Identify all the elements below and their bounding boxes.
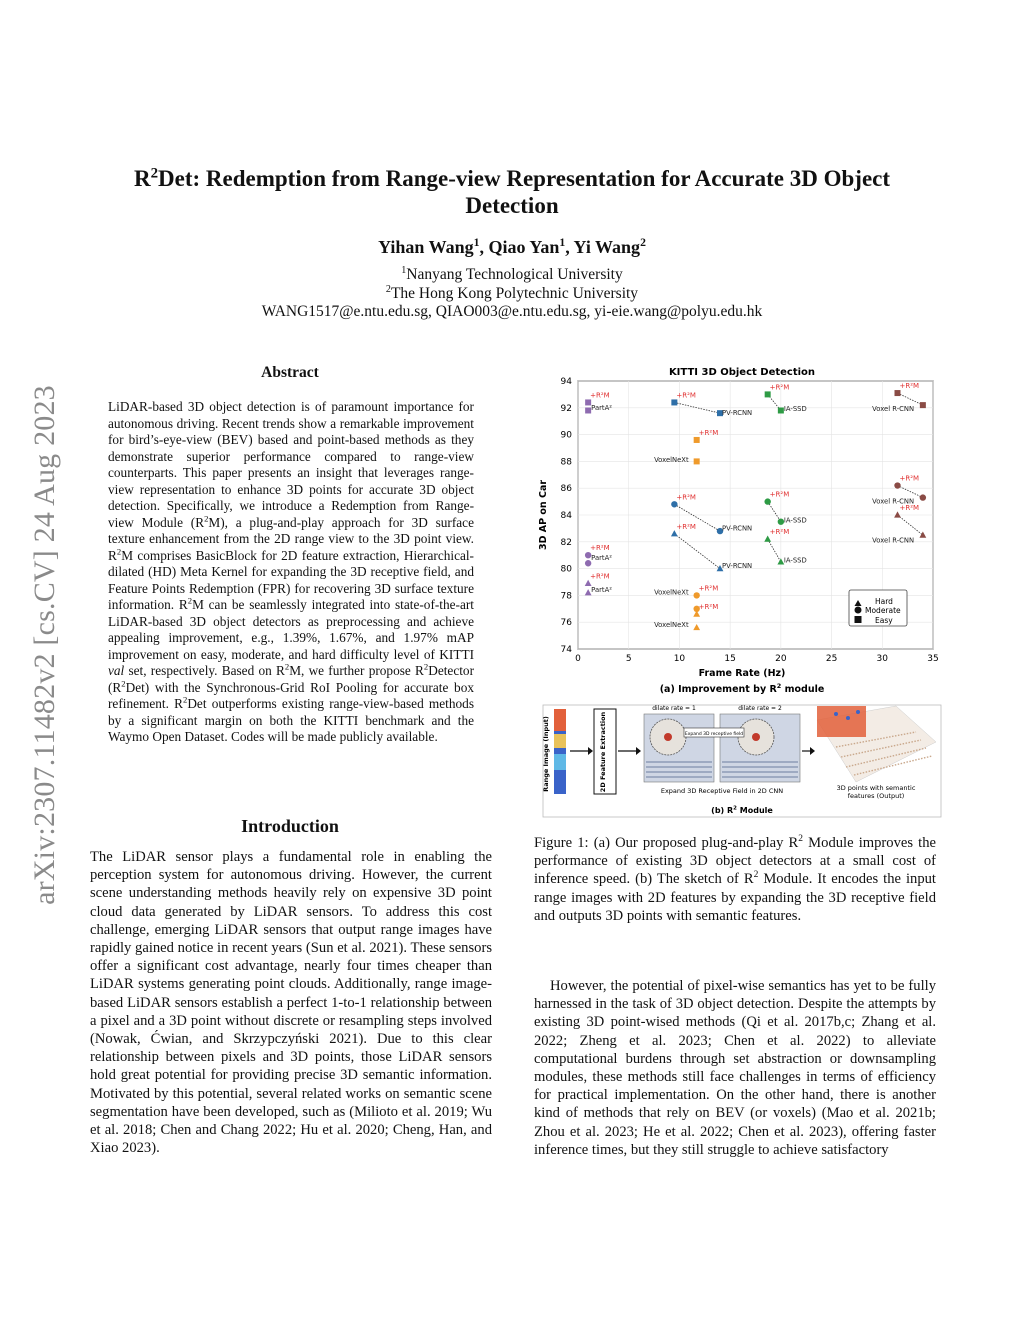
output-label: features (Output) [847, 792, 905, 800]
r2m-label: +R²M [769, 490, 790, 499]
r2m-label: +R²M [676, 493, 696, 502]
x-tick-label: 35 [927, 654, 939, 664]
method-label: VoxelNeXt [654, 456, 689, 465]
method-label: VoxelNeXt [654, 620, 689, 629]
subcaption-b: (b) $R^2$ Module [711, 805, 773, 815]
r2m-label: +R²M [769, 383, 790, 392]
point-base [694, 458, 700, 464]
y-tick-label: 80 [560, 564, 572, 575]
chart-title: KITTI 3D Object Detection [668, 367, 816, 378]
point-base [920, 402, 926, 408]
y-tick-label: 92 [560, 403, 572, 414]
r2m-label: +R²M [676, 391, 696, 400]
y-tick-label: 94 [560, 377, 572, 387]
method-label: Voxel R-CNN [872, 536, 915, 545]
point-r2m [693, 592, 699, 598]
point-r2m [671, 501, 677, 507]
x-tick-label: 20 [775, 654, 787, 664]
r2m-label: +R²M [899, 504, 920, 512]
method-label: IA-SSD [783, 405, 807, 414]
y-tick-label: 86 [560, 484, 572, 495]
y-tick-label: 84 [560, 511, 572, 521]
method-label: Voxel R-CNN [872, 405, 915, 414]
emails: WANG1517@e.ntu.edu.sg, QIAO003@e.ntu.edu.sg, yi-eie.wang@polyu.edu.hk [261, 303, 763, 320]
paper-title: $R^2Det$: Redemption from Range-view Representation for Accurate 3D Object Detection [133, 165, 891, 218]
block-label: 2D Feature Extraction [599, 711, 607, 793]
y-tick-label: 76 [560, 618, 572, 629]
point-r2m [894, 482, 900, 488]
author-name: Qiao Yan [488, 237, 560, 257]
method-label: PartA² [591, 553, 612, 562]
input-label: Range Image (Input) [542, 716, 550, 792]
r2m-label: +R²M [590, 572, 610, 581]
abstract-heading: Abstract [261, 364, 319, 381]
method-label: IA-SSD [783, 556, 807, 565]
y-tick-label: 78 [560, 591, 572, 602]
abstract-text: LiDAR-based 3D object detection is of paramount importance for autonomous driving. Recent trends show a remarkable improvement for bird’s-eye-view (BEV) based and point-based methods as they demonstrate superior performance compared to range-view counterparts. This paper presents an insight that leverages range-view representation to enhance 3D points for accurate 3D object detection. Specifically, we introduce a Redemption from Range-view Module $(R^2M)$, a plug-and-play approach for 3D surface texture enhancement from the 2D range view to the 3D point view. $R^2M$ comprises BasicBlock for 2D feature extraction, Hierarchical-dilated (HD) Meta Kernel for expanding the 3D receptive field, and Feature Points Redemption (FPR) for recovering 3D surface texture information. $R^2M$ can be seamlessly integrated into state-of-the-art LiDAR-based 3D object detectors as preprocessing and achieve appealing improvement, e.g., 1.39%, 1.67%, and 1.97% mAP improvement on easy, moderate, and hard difficulty level of KITTI val set, respectively. Based on $R^2M$, we further propose $R^2Detector$ $(R^2Det)$ with the Synchronous-Grid RoI Pooling for accurate box refinement. $R^2Det$ outperforms existing range-view-based methods by a significant margin on both the KITTI benchmark and the Waymo Open Dataset. Codes will be made publicly available. [108, 399, 475, 744]
r2m-label: +R²M [899, 474, 920, 483]
r2m-label: +R²M [698, 428, 719, 437]
legend-label: Easy [875, 616, 893, 625]
point-base [920, 494, 926, 500]
method-label: PV-RCNN [722, 409, 753, 418]
r2m-label: +R²M [899, 382, 920, 391]
r2m-label: +R²M [676, 522, 696, 531]
x-tick-label: 5 [625, 654, 632, 664]
legend-circle-icon [855, 607, 862, 614]
body-paragraph: However, the potential of pixel-wise semantics has yet to be fully harnessed in the task of 3D object detection. Despite the attempts by existing 3D point-wised methods (Qi et al. 2017b,c; Zhang et al. 2022; Zheng et al. 2023; Chen et al. 2022) to alleviate computational burdens through set abstraction or downsampling modules, these methods still face challenges in terms of efficiency for practical implementation. On the other hand, there is another kind of methods that rely on BEV (or voxels) (Mao et al. 2021b; Zhou et al. 2023; He et al. 2022; Chen et al. 2023), offering faster inference times, but they still struggle to achieve satisfactory [534, 978, 936, 1158]
y-tick-label: 74 [560, 645, 572, 655]
affiliation: $^1$Nanyang Technological University [401, 264, 623, 283]
affiliation: $^2$The Hong Kong Polytechnic University [385, 283, 639, 302]
figure-1 [536, 362, 944, 822]
method-label: PV-RCNN [722, 561, 753, 570]
x-tick-label: 30 [876, 654, 889, 664]
author-name: Yihan Wang [378, 237, 474, 257]
method-label: PV-RCNN [722, 524, 753, 533]
point-r2m [694, 437, 700, 443]
legend-square-icon [855, 616, 862, 623]
r2m-label: +R²M [590, 391, 610, 400]
r2m-label: +R²M [769, 528, 790, 537]
y-axis-label: 3D AP on Car [538, 479, 549, 551]
method-label: VoxelNeXt [654, 588, 689, 597]
method-label: Voxel R-CNN [872, 497, 915, 506]
point-r2m [895, 390, 901, 396]
point-r2m [765, 391, 771, 397]
x-axis-label: Frame Rate (Hz) [698, 668, 786, 679]
dilate-label: dilate rate = 2 [738, 705, 782, 712]
expand-caption: Expand 3D Receptive Field in 2D CNN [660, 787, 784, 795]
legend [849, 590, 907, 626]
subcaption-a: (a) Improvement by $R^2$ module [659, 682, 825, 695]
affiliations [100, 266, 924, 322]
point-r2m [764, 498, 770, 504]
r2m-label: +R²M [698, 603, 719, 612]
output-label: 3D points with semantic [836, 784, 916, 792]
arxiv-id: arXiv:2307.11482v2 [cs.CV] 24 Aug 2023 [28, 385, 61, 905]
method-label: IA-SSD [783, 516, 807, 525]
y-tick-label: 88 [560, 457, 572, 468]
legend-label: Hard [875, 597, 893, 606]
x-tick-label: 15 [724, 654, 736, 664]
point-r2m [671, 399, 677, 405]
intro-heading: Introduction [241, 816, 339, 836]
r2m-label: +R²M [698, 584, 719, 593]
method-label: PartA² [591, 586, 612, 595]
author-list: Yihan Wang$^1$, Qiao Yan$^1$, Yi Wang$^2$ [378, 236, 646, 257]
chart-kitti [538, 367, 939, 695]
legend-label: Moderate [865, 606, 901, 615]
y-tick-label: 90 [560, 430, 572, 441]
y-tick-label: 82 [560, 537, 572, 548]
svg-text:Expand 3D receptive field: Expand 3D receptive field [684, 732, 744, 737]
r2m-label: +R²M [590, 544, 610, 553]
figure-caption: Figure 1: (a) Our proposed plug-and-play $R^2$ Module improves the performance of existing 3D object detectors at a small cost of inference speed. (b) The sketch of $R^2$ Module. It encodes the input range images with 2D features by expanding the 3D receptive field and outputs 3D points with semantic features. [534, 834, 936, 924]
dilate-label: dilate rate = 1 [652, 705, 696, 712]
method-label: PartA² [591, 403, 612, 412]
intro-paragraph: The LiDAR sensor plays a fundamental role in enabling the perception system for autonomous driving. However, the current scene understanding methods heavily rely on expensive 3D point cloud data generated by LiDAR sensors. To address this cost challenge, emerging LiDAR sensors that output range images have rapidly gained notice in recent years (Sun et al. 2021). These sensors offer a significant cost advantage, nearly four times cheaper than LiDAR systems generating point clouds. Additionally, range image-based LiDAR sensors establish a perfect 1-to-1 relationship between a pixel and a 3D point without discrete or resampling steps involved (Nowak, Ćwian, and Skrzypczyński 2021). Due to this clear relationship between pixels and 3D points, those LiDAR sensors hold great potential for providing precise 3D semantic information. Motivated by this potential, several related works on semantic scene segmentation have been developed, such as (Milioto et al. 2019; Wu et al. 2018; Chen and Chang 2022; Hu et al. 2020; Cheng, Han, and Xiao 2023). [90, 849, 492, 1157]
x-tick-label: 10 [673, 654, 686, 664]
x-tick-label: 0 [575, 654, 581, 664]
author-name: Yi Wang [573, 237, 641, 257]
x-tick-label: 25 [825, 654, 838, 664]
arxiv-sidebar [20, 345, 70, 945]
